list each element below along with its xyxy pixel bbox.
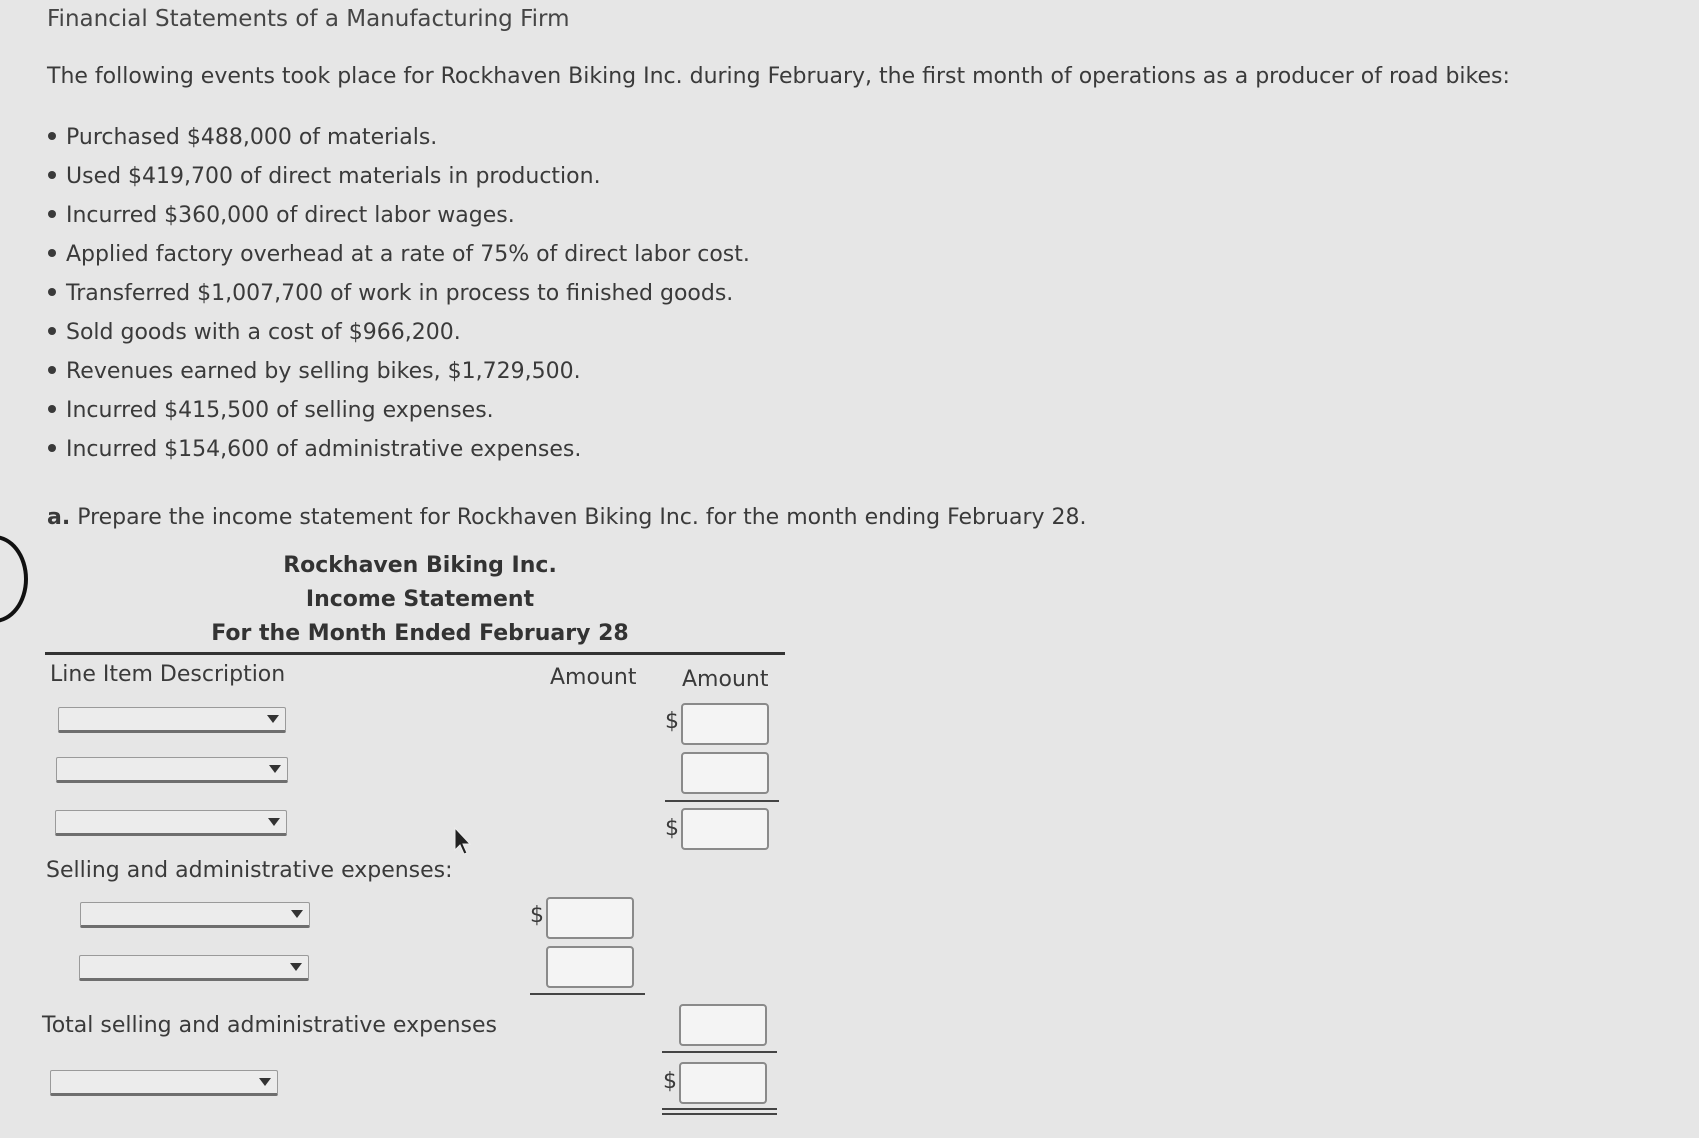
statement-name: Income Statement: [305, 587, 535, 612]
subtotal-rule: [665, 800, 779, 802]
line-item-select-3[interactable]: [55, 810, 287, 836]
subtotal-rule: [530, 993, 645, 995]
chevron-down-icon: [269, 765, 281, 773]
list-item: Incurred $360,000 of direct labor wages.: [46, 196, 750, 235]
bullet-icon: [48, 405, 56, 413]
question-prompt: [47, 505, 1087, 530]
bullet-icon: [48, 444, 56, 452]
amount-input-2[interactable]: [681, 752, 769, 794]
list-item: Incurred $154,600 of administrative expenses.: [46, 430, 750, 469]
double-rule-top: [662, 1108, 777, 1110]
bullet-icon: [48, 327, 56, 335]
column-header-amount-2: Amount: [682, 667, 769, 692]
question-text: Prepare the income statement for Rockhaven Biking Inc. for the month ending February 28.: [77, 505, 1087, 530]
amount-input-1[interactable]: [681, 703, 769, 745]
marker-circle-icon: [0, 535, 28, 623]
bullet-icon: [48, 249, 56, 257]
bullet-icon: [48, 288, 56, 296]
chevron-down-icon: [291, 910, 303, 918]
list-item: Purchased $488,000 of materials.: [46, 118, 750, 157]
mouse-cursor-icon: [453, 826, 473, 856]
bullet-icon: [48, 366, 56, 374]
currency-symbol: $: [530, 903, 544, 928]
list-item: Transferred $1,007,700 of work in process to finished goods.: [46, 274, 750, 313]
line-item-select-1[interactable]: [58, 707, 286, 733]
chevron-down-icon: [268, 818, 280, 826]
amount-input-4[interactable]: [546, 897, 634, 939]
chevron-down-icon: [267, 715, 279, 723]
bullet-icon: [48, 132, 56, 140]
column-header-description: Line Item Description: [50, 662, 286, 687]
list-item: Used $419,700 of direct materials in production.: [46, 157, 750, 196]
line-item-select-6[interactable]: [50, 1070, 278, 1096]
amount-input-3[interactable]: [681, 808, 769, 850]
line-item-select-5[interactable]: [79, 955, 309, 981]
page-title: Financial Statements of a Manufacturing Firm: [47, 6, 570, 32]
double-rule-bottom: [662, 1113, 777, 1115]
intro-text: The following events took place for Rockhaven Biking Inc. during February, the first month of operations as a producer of road bikes:: [47, 64, 1510, 89]
list-item: Revenues earned by selling bikes, $1,729,500.: [46, 352, 750, 391]
amount-input-6[interactable]: [679, 1004, 767, 1046]
bullet-icon: [48, 210, 56, 218]
currency-symbol: $: [665, 709, 679, 734]
currency-symbol: $: [663, 1069, 677, 1094]
total-selling-admin-label: Total selling and administrative expenses: [42, 1013, 498, 1038]
chevron-down-icon: [259, 1078, 271, 1086]
amount-input-5[interactable]: [546, 946, 634, 988]
selling-admin-header: Selling and administrative expenses:: [46, 858, 453, 883]
amount-input-7[interactable]: [679, 1062, 767, 1104]
list-item: Applied factory overhead at a rate of 75% of direct labor cost.: [46, 235, 750, 274]
list-item: Incurred $415,500 of selling expenses.: [46, 391, 750, 430]
events-list: [46, 118, 750, 469]
line-item-select-2[interactable]: [56, 757, 288, 783]
question-label: a.: [47, 505, 71, 530]
header-rule: [45, 652, 785, 655]
chevron-down-icon: [290, 963, 302, 971]
list-item: Sold goods with a cost of $966,200.: [46, 313, 750, 352]
bullet-icon: [48, 171, 56, 179]
currency-symbol: $: [665, 816, 679, 841]
statement-period: For the Month Ended February 28: [211, 621, 629, 646]
subtotal-rule: [662, 1051, 777, 1053]
column-header-amount-1: Amount: [550, 665, 637, 690]
line-item-select-4[interactable]: [80, 902, 310, 928]
statement-company: Rockhaven Biking Inc.: [283, 553, 557, 578]
